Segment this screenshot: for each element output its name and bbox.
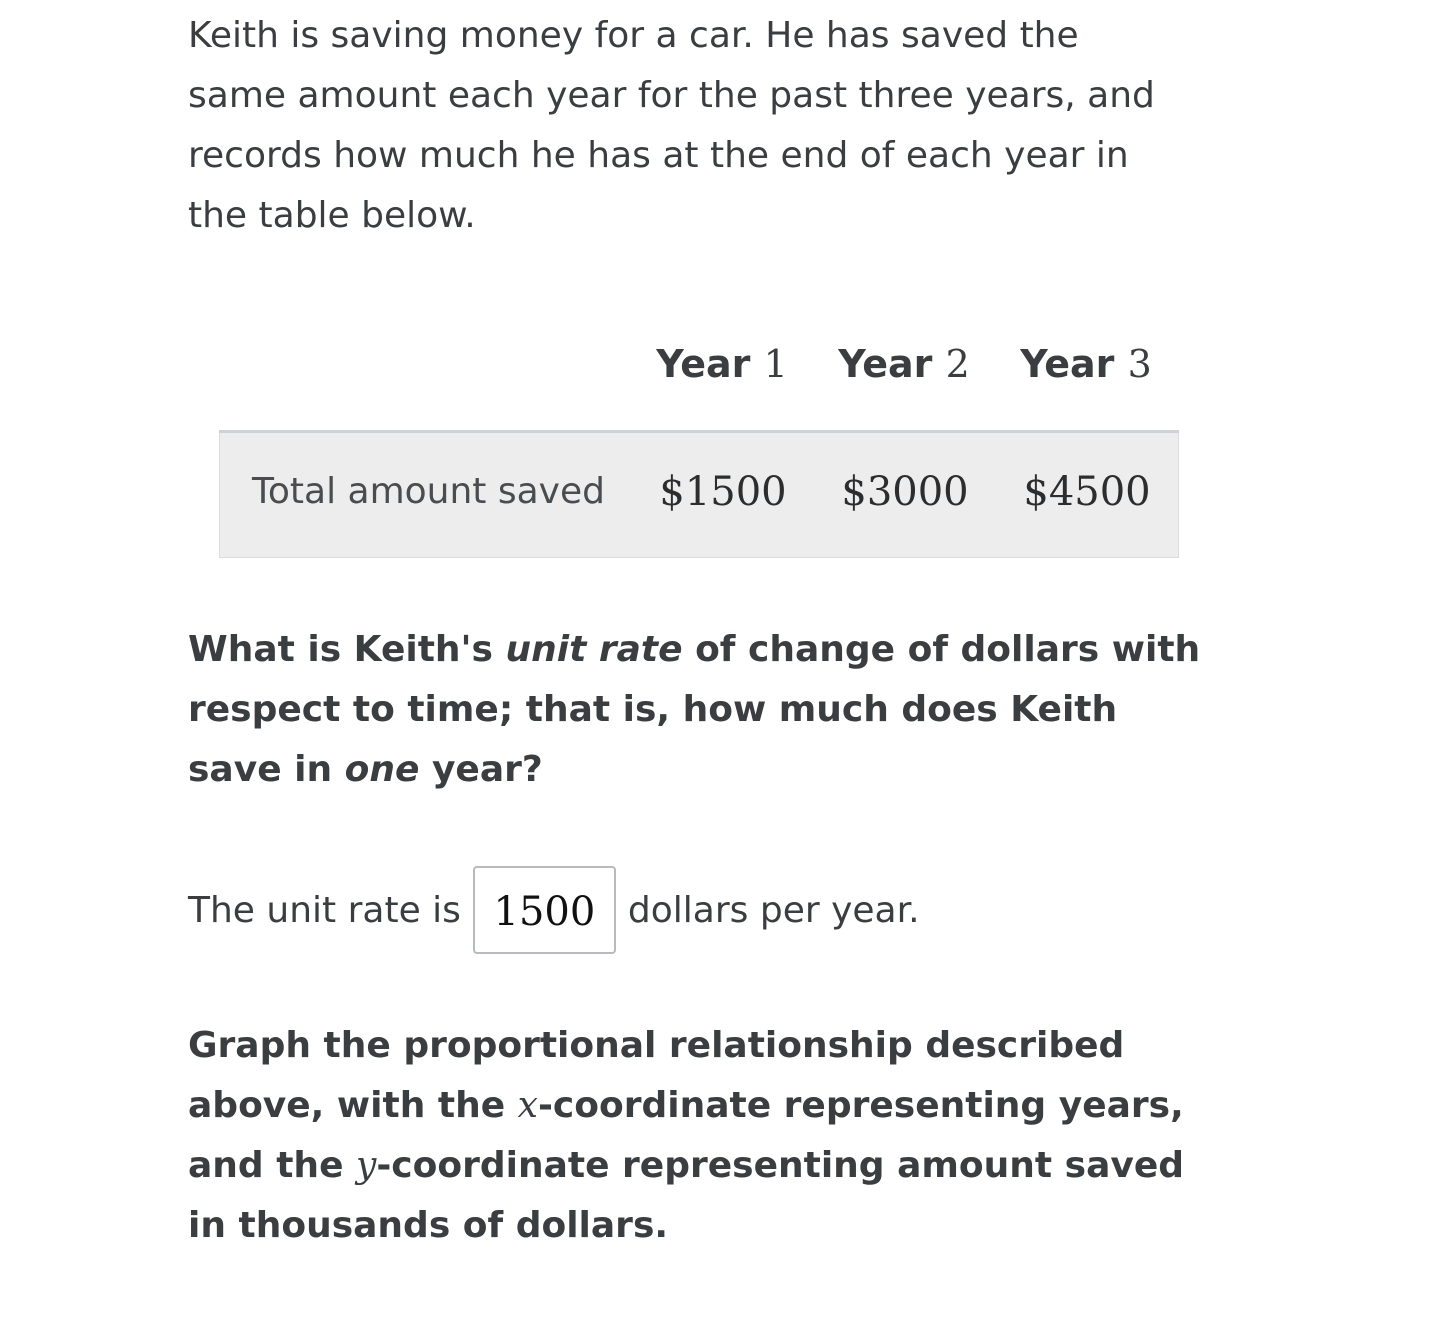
answer-prefix: The unit rate is: [188, 889, 461, 931]
table-header-row: [219, 330, 1179, 433]
unit-rate-question: [188, 620, 1208, 800]
graph-question-text: Graph the proportional relationship described above, with the: [188, 1025, 1125, 1126]
problem-content: [188, 0, 1208, 246]
variable-y: y: [356, 1145, 377, 1186]
savings-table: [219, 330, 1179, 558]
table-header-year-1: [632, 342, 812, 386]
problem-intro: Keith is saving money for a car. He has saved the same amount each year for the past three years, and records how much he has at the end of each year in the table below.: [188, 15, 1155, 236]
graph-question-text: -coordinate representing years, and the: [188, 1085, 1184, 1186]
question-text: year?: [419, 749, 543, 790]
answer-suffix: dollars per year.: [627, 889, 920, 931]
header-word: Year: [1020, 342, 1115, 386]
header-number: 3: [1127, 342, 1152, 386]
graph-question: [188, 1016, 1218, 1256]
unit-rate-input[interactable]: 1500: [473, 866, 616, 954]
question-emphasis-unit-rate: unit rate: [505, 629, 683, 670]
variable-x: x: [517, 1085, 538, 1126]
unit-rate-answer-line: [188, 866, 920, 954]
cell-year-2: $3000: [841, 469, 969, 515]
table-row-total: [219, 433, 1179, 558]
header-word: Year: [656, 342, 751, 386]
header-word: Year: [838, 342, 933, 386]
question-text: of change of dollars with respect to time; that is, how much does Keith save in: [188, 629, 1201, 790]
table-header-year-3: [996, 342, 1176, 386]
row-label: Total amount saved: [252, 471, 605, 512]
graph-question-text: -coordinate representing amount saved in thousands of dollars.: [188, 1145, 1185, 1246]
question-text: What is Keith's: [188, 629, 506, 670]
question-emphasis-one: one: [344, 749, 420, 790]
cell-year-1: $1500: [659, 469, 787, 515]
header-number: 2: [945, 342, 970, 386]
cell-year-3: $4500: [1023, 469, 1151, 515]
table-header-year-2: [814, 342, 994, 386]
header-number: 1: [763, 342, 788, 386]
